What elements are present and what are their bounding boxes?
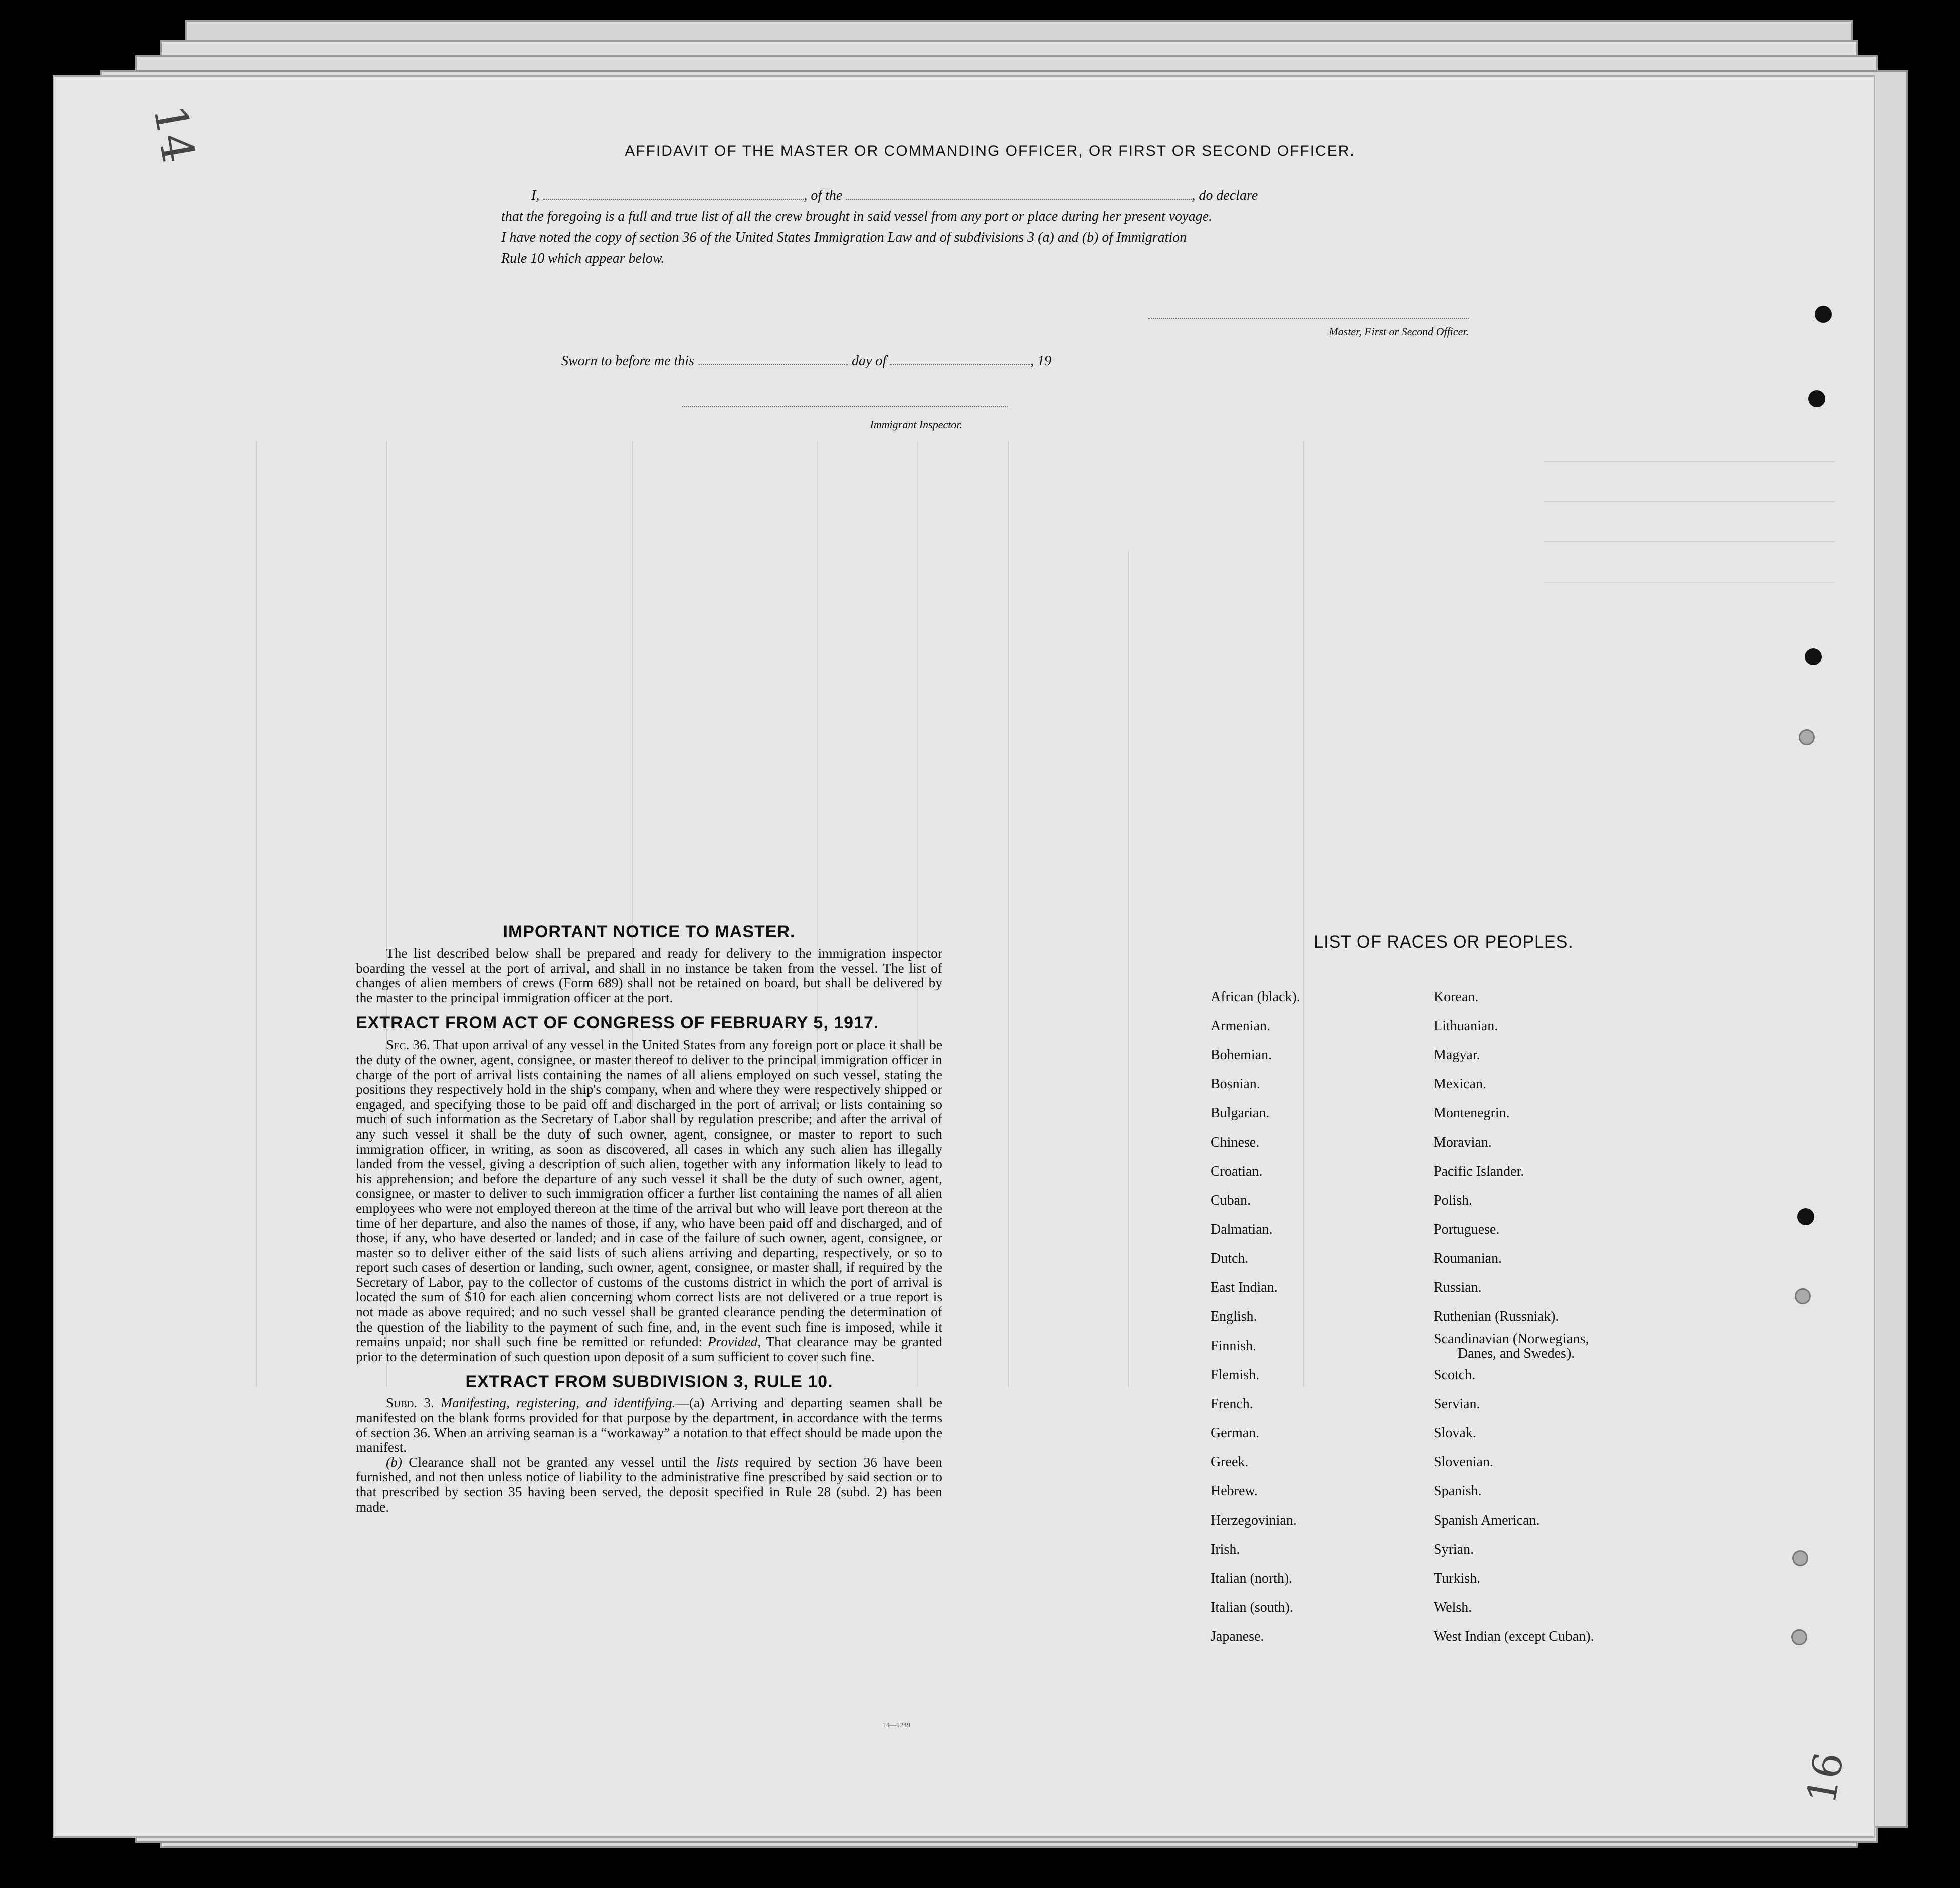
race-item: Danes, and Swedes).: [1458, 1346, 1575, 1361]
section-36-text-end: That clearance may be granted prior to the determination of such question upon deposit of a sum sufficient to cover such fine.: [356, 1334, 942, 1364]
race-item: Finnish.: [1211, 1338, 1257, 1354]
race-item: Russian.: [1434, 1280, 1482, 1295]
sworn-day-of-label: day of: [851, 353, 887, 369]
race-item: Welsh.: [1434, 1600, 1472, 1615]
race-item: Moravian.: [1434, 1135, 1492, 1150]
lists-word: lists: [716, 1454, 739, 1470]
race-item: Japanese.: [1211, 1629, 1264, 1644]
bleed-through-rule: [1544, 501, 1835, 502]
race-item: Scotch.: [1434, 1367, 1476, 1383]
affidavit-text-line: that the foregoing is a full and true list of all the crew brought in said vessel from any port or place during her present voyage.: [501, 209, 1213, 224]
sworn-prefix: Sworn to before me this: [561, 353, 694, 369]
sworn-day-field[interactable]: [698, 359, 848, 365]
bleed-through-rule: [1544, 541, 1835, 542]
punch-hole: [1797, 1208, 1814, 1225]
race-item: Hebrew.: [1211, 1483, 1258, 1499]
bleed-through-rule: [1128, 551, 1129, 1387]
race-item: Dutch.: [1211, 1251, 1249, 1266]
punch-hole: [1792, 1550, 1808, 1566]
race-item: Slovak.: [1434, 1425, 1476, 1441]
races-section: [1203, 932, 1704, 1644]
race-item: Roumanian.: [1434, 1251, 1502, 1266]
bleed-through-rule: [256, 441, 257, 1387]
inspector-signature-label: Immigrant Inspector.: [870, 418, 962, 431]
race-item: Pacific Islander.: [1434, 1164, 1524, 1179]
subdivision-heading: Manifesting, registering, and identifying.: [441, 1395, 676, 1411]
rule-para-b-label: (b): [386, 1454, 402, 1470]
rule-extract-title: EXTRACT FROM SUBDIVISION 3, RULE 10.: [465, 1372, 833, 1392]
race-item: Scandinavian (Norwegians,: [1434, 1331, 1589, 1347]
race-item: Croatian.: [1211, 1164, 1263, 1179]
race-item: Korean.: [1434, 989, 1479, 1005]
punch-hole: [1805, 648, 1822, 665]
race-item: Italian (south).: [1211, 1600, 1293, 1615]
race-item: Irish.: [1211, 1542, 1240, 1557]
bleed-through-rule: [1544, 461, 1835, 462]
rule-para-b-post: required by section 36 have been furnished, and not then unless notice of liability to the administrative fine prescribed by said section or to that prescribed by section 35 having been served, the deposit specified in Rule 28 (subd. 2) has been made.: [356, 1454, 942, 1515]
act-extract-body: [356, 1038, 942, 1364]
officer-name-field[interactable]: [543, 194, 804, 200]
affidavit-declare-label: , do declare: [1192, 187, 1258, 203]
inspector-signature-field[interactable]: [682, 401, 1008, 407]
rule-para-a-text: —(a) Arriving and departing seamen shall be manifested on the blank forms provided for that purpose by the department, in accordance with the terms of section 36. When an arriving seaman is a “workaway” a notation to that effect should be made upon the manifest.: [356, 1395, 942, 1455]
affidavit-text-line: I have noted the copy of section 36 of the United States Immigration Law and of subdivisions 3 (a) and (b) of Immigration: [501, 230, 1187, 245]
provided-word: Provided,: [707, 1334, 761, 1350]
race-item: Flemish.: [1211, 1367, 1260, 1383]
race-item: Lithuanian.: [1434, 1018, 1498, 1034]
race-item: German.: [1211, 1425, 1260, 1441]
race-item: French.: [1211, 1396, 1253, 1412]
race-item: Magyar.: [1434, 1047, 1480, 1063]
vessel-name-field[interactable]: [846, 194, 1192, 200]
race-item: West Indian (except Cuban).: [1434, 1629, 1594, 1644]
notice-column: [356, 922, 942, 1515]
race-item: African (black).: [1211, 989, 1300, 1005]
act-extract-title: EXTRACT FROM ACT OF CONGRESS OF FEBRUARY 5, 1917.: [356, 1013, 879, 1033]
race-item: Polish.: [1434, 1193, 1473, 1208]
master-signature-field[interactable]: [1148, 313, 1469, 319]
master-signature-block: [1148, 313, 1469, 338]
race-item: Turkish.: [1434, 1571, 1481, 1586]
affidavit-section: [501, 143, 1479, 269]
race-item: Bosnian.: [1211, 1076, 1260, 1092]
race-item: Herzegovinian.: [1211, 1513, 1297, 1528]
race-item: Bohemian.: [1211, 1047, 1272, 1063]
race-item: Slovenian.: [1434, 1454, 1493, 1470]
section-36-text: That upon arrival of any vessel in the United States from any foreign port or place it shall be the duty of the owner, agent, consignee, or master thereof to deliver to the principal immigration officer in charge of the port of arrival lists containing the names of all aliens employed on such vessel, stating the positions they respectively hold in the ship's company, when and where they were respectively shipped or engaged, and specifying those to be paid off and discharged in the port of arrival; or lists containing so much of such information as the Secretary of Labor shall by regulation prescribe; and after the arrival of any such vessel it shall be the duty of such owner, agent, consignee, or master to report to such immigration officer, in writing, as soon as discovered, all cases in which any such alien has illegally landed from the vessel, giving a description of such alien, together with any information likely to lead to his apprehension; and before the departure of any such vessel it shall be the duty of such owner, agent, consignee, or master to deliver to such immigration officer a further list containing the names of all alien employees who were not employed thereon at the time of the arrival but who will leave port thereon at the time of her departure, and also the names of those, if any, who have been paid off and discharged, and of those, if any, who have deserted or landed; and in case of the failure of such owner, agent, consignee, or master so to deliver either of the said lists of such aliens arriving and departing, respectively, or so to report such cases of desertion or landing, such owner, agent, consignee, or master shall, if required by the Secretary of Labor, pay to the collector of customs of the customs district in which the port of arrival is located the sum of $10 for each alien concerning whom correct lists are not delivered or a true report is not made as above required; and no such vessel shall be granted clearance pending the determination of the question of the liability to the payment of such fine, and, in the event such fine is imposed, while it remains unpaid; nor shall such fine be remitted or refunded:: [356, 1037, 942, 1350]
rule-para-b-pre: Clearance shall not be granted any vessel until the: [409, 1454, 710, 1470]
race-item: Bulgarian.: [1211, 1105, 1270, 1121]
sworn-year-label: , 19: [1030, 353, 1052, 369]
bleed-through-rule: [1008, 441, 1009, 1387]
race-item: Armenian.: [1211, 1018, 1270, 1034]
form-number: 14—1249: [882, 1722, 910, 1729]
punch-hole: [1799, 729, 1815, 745]
inspector-signature-block: [682, 401, 1008, 431]
race-item: Ruthenian (Russniak).: [1434, 1309, 1559, 1325]
subdivision-label: Subd. 3.: [386, 1395, 434, 1411]
notice-body: The list described below shall be prepared and ready for delivery to the immigration inspector boarding the vessel at the port of arrival, and shall in no instance be taken from the vessel. The list of changes of alien members of crews (Form 689) shall not be retained on board, but shall be delivered by the master to the principal immigration officer at the port.: [356, 946, 942, 1005]
race-item: Cuban.: [1211, 1193, 1251, 1208]
races-column-left: [1211, 983, 1446, 1651]
race-item: Servian.: [1434, 1396, 1480, 1412]
affidavit-text-line: Rule 10 which appear below.: [501, 251, 665, 266]
sworn-line: [561, 351, 1051, 372]
bleed-through-rule: [1544, 582, 1835, 583]
race-item: Greek.: [1211, 1454, 1249, 1470]
affidavit-i-label: I,: [531, 187, 540, 203]
race-item: English.: [1211, 1309, 1257, 1325]
race-item: Spanish American.: [1434, 1513, 1540, 1528]
master-signature-label: Master, First or Second Officer.: [1329, 325, 1469, 338]
race-item: East Indian.: [1211, 1280, 1278, 1295]
rule-para-b: [356, 1455, 942, 1515]
sworn-month-field[interactable]: [890, 359, 1030, 365]
punch-hole: [1795, 1288, 1811, 1304]
race-item: Italian (north).: [1211, 1571, 1293, 1586]
race-item: Chinese.: [1211, 1135, 1260, 1150]
punch-hole: [1791, 1629, 1807, 1645]
notice-title: IMPORTANT NOTICE TO MASTER.: [503, 922, 796, 941]
races-title: LIST OF RACES OR PEOPLES.: [1314, 932, 1574, 952]
margin-page-number: 16: [1798, 1749, 1853, 1807]
margin-page-number: 14: [143, 101, 205, 167]
punch-hole: [1808, 390, 1825, 407]
race-item: Montenegrin.: [1434, 1105, 1510, 1121]
section-label: Sec. 36.: [386, 1037, 430, 1053]
race-item: Portuguese.: [1434, 1222, 1500, 1237]
race-item: Spanish.: [1434, 1483, 1482, 1499]
affidavit-declaration-line: [501, 185, 1479, 206]
race-item: Dalmatian.: [1211, 1222, 1273, 1237]
rule-para-a: [356, 1396, 942, 1455]
race-item: Syrian.: [1434, 1542, 1474, 1557]
race-item: Mexican.: [1434, 1076, 1486, 1092]
punch-hole: [1815, 306, 1832, 323]
affidavit-title: AFFIDAVIT OF THE MASTER OR COMMANDING OFFICER, OR FIRST OR SECOND OFFICER.: [625, 143, 1355, 159]
affidavit-of-the-label: , of the: [804, 187, 843, 203]
races-column-right: [1434, 983, 1669, 1651]
